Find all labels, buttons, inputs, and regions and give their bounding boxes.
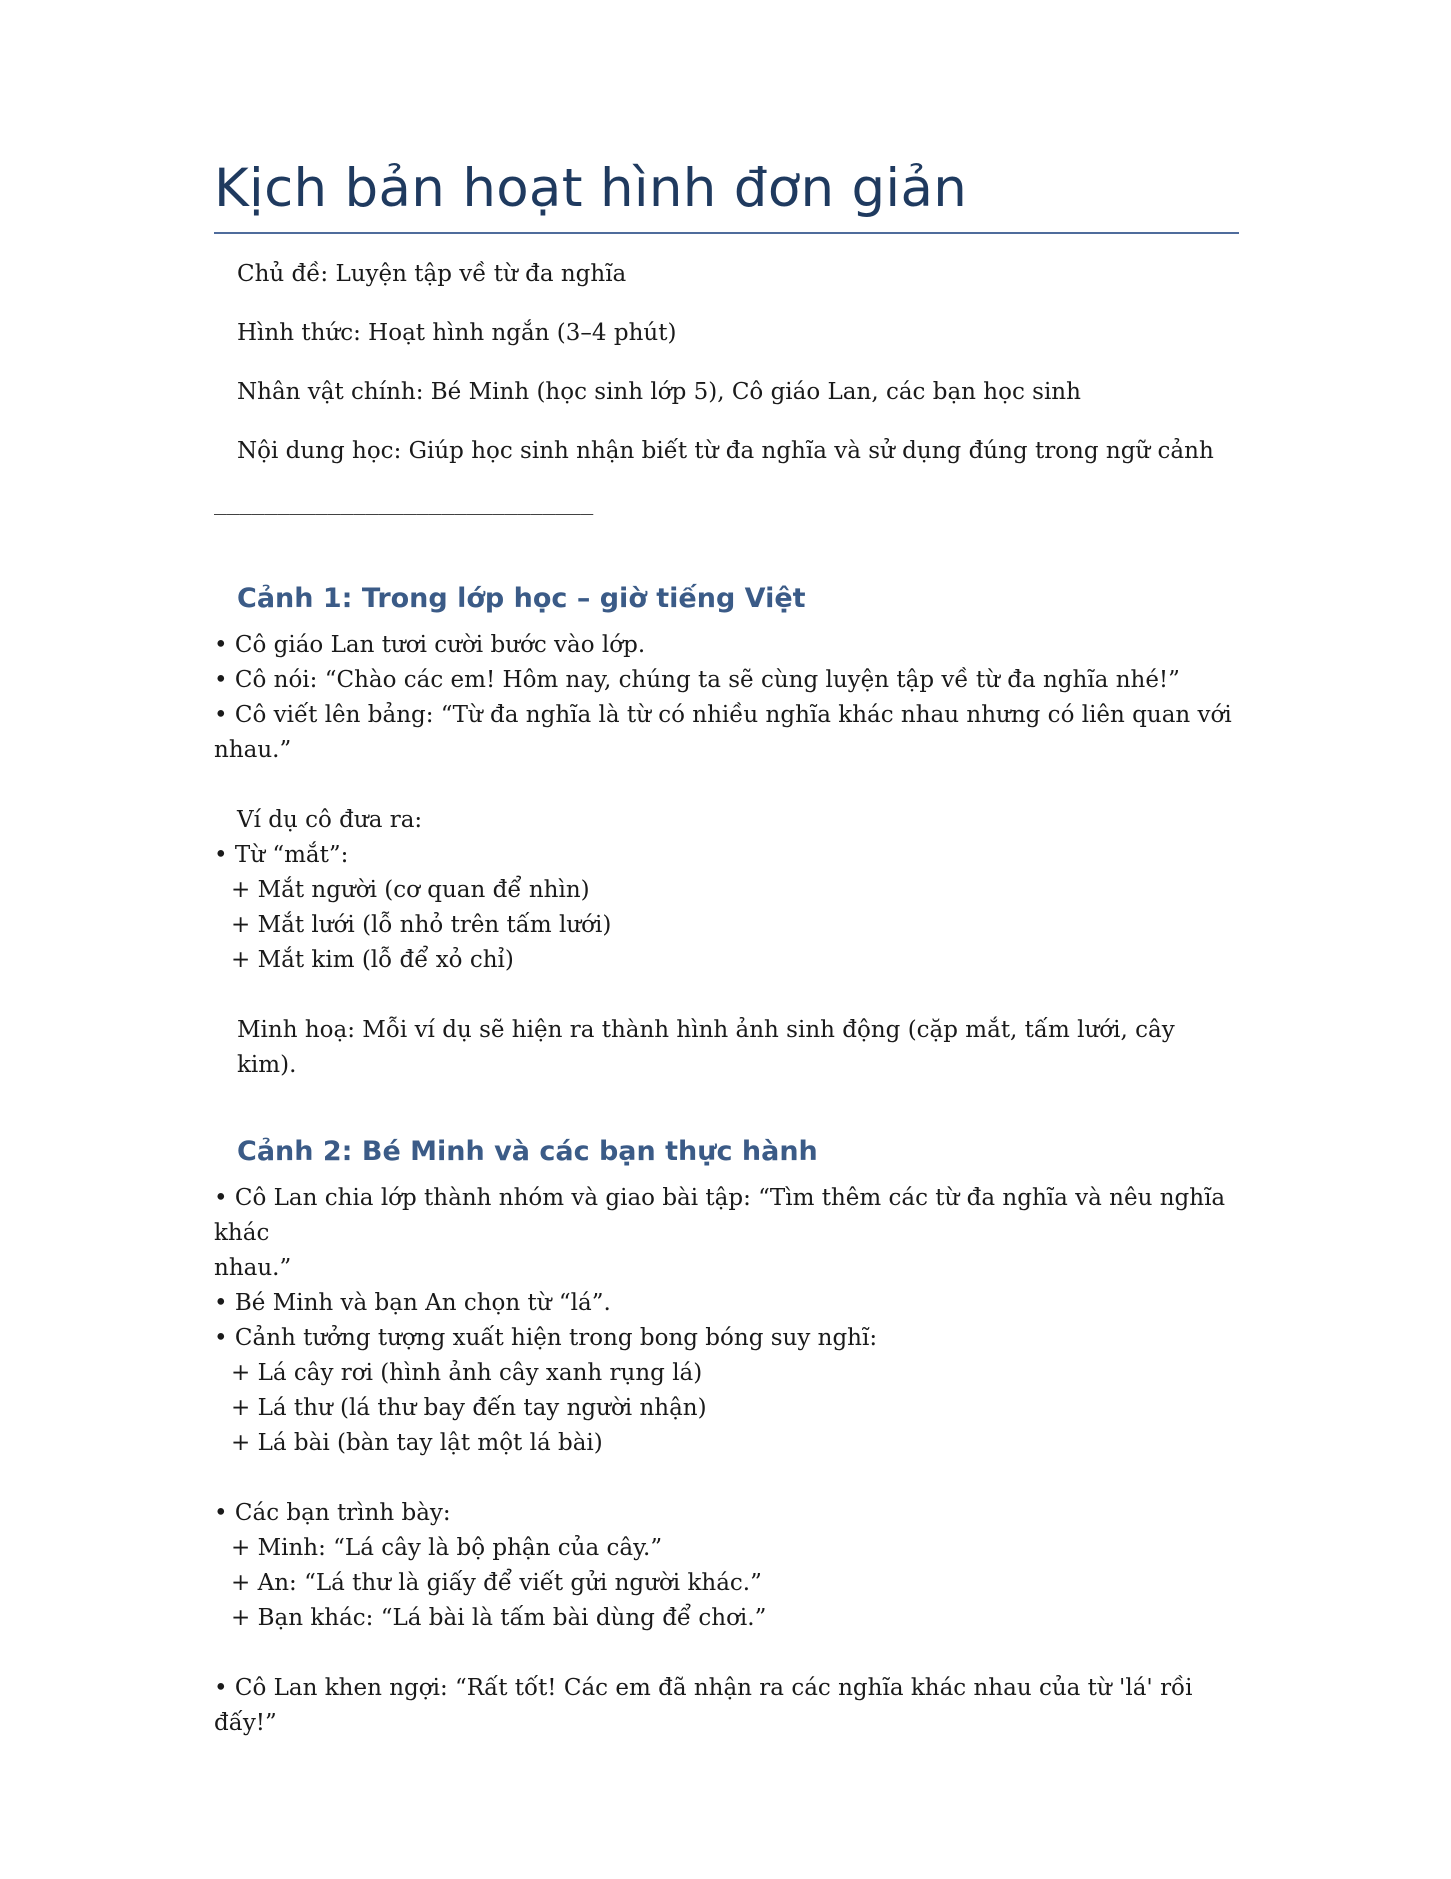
topic-line: Chủ đề: Luyện tập về từ đa nghĩa <box>237 261 627 288</box>
list-item: • Cảnh tưởng tượng xuất hiện trong bong bóng suy nghĩ: <box>214 1325 878 1352</box>
sub-list-item: + Lá bài (bàn tay lật một lá bài) <box>231 1430 603 1457</box>
page-title: Kịch bản hoạt hình đơn giản <box>214 158 968 219</box>
sub-list-item: + Mắt người (cơ quan để nhìn) <box>231 877 590 904</box>
characters-line: Nhân vật chính: Bé Minh (học sinh lớp 5), Cô giáo Lan, các bạn học sinh <box>237 379 1081 406</box>
section-divider: ______________________________ <box>214 491 594 516</box>
sub-list-item: + An: “Lá thư là giấy để viết gửi người khác.” <box>231 1570 762 1597</box>
scene-1 <box>214 582 1239 1083</box>
scene-2-heading: Cảnh 2: Bé Minh và các bạn thực hành <box>237 1136 818 1168</box>
scene-1-heading: Cảnh 1: Trong lớp học – giờ tiếng Việt <box>237 583 806 615</box>
list-item: • Cô Lan khen ngợi: “Rất tốt! Các em đã nhận ra các nghĩa khác nhau của từ 'lá' rồi đấy!” <box>214 1675 1193 1737</box>
list-item: • Cô giáo Lan tươi cười bước vào lớp. <box>214 632 646 659</box>
format-line: Hình thức: Hoạt hình ngắn (3–4 phút) <box>237 320 677 347</box>
sub-list-item: + Bạn khác: “Lá bài là tấm bài dùng để chơi.” <box>231 1605 767 1632</box>
list-item: • Cô nói: “Chào các em! Hôm nay, chúng ta sẽ cùng luyện tập về từ đa nghĩa nhé!” <box>214 667 1180 694</box>
list-item: • Các bạn trình bày: <box>214 1500 451 1527</box>
sub-list-item: + Mắt kim (lỗ để xỏ chỉ) <box>231 947 514 974</box>
list-item-continuation: nhau.” <box>214 737 292 764</box>
sub-list-item: + Mắt lưới (lỗ nhỏ trên tấm lưới) <box>231 912 612 939</box>
example-intro: Ví dụ cô đưa ra: <box>237 807 423 834</box>
list-item-continuation: nhau.” <box>214 1255 292 1282</box>
sub-list-item: + Lá thư (lá thư bay đến tay người nhận) <box>231 1395 707 1422</box>
illustration-note: Minh hoạ: Mỗi ví dụ sẽ hiện ra thành hình ảnh sinh động (cặp mắt, tấm lưới, cây kim). <box>237 1017 1175 1079</box>
sub-list-item: + Lá cây rơi (hình ảnh cây xanh rụng lá) <box>231 1360 703 1387</box>
sub-list-item: + Minh: “Lá cây là bộ phận của cây.” <box>231 1535 663 1562</box>
list-item: • Cô viết lên bảng: “Từ đa nghĩa là từ có nhiều nghĩa khác nhau nhưng có liên quan với <box>214 702 1232 729</box>
title-underline <box>214 232 1239 234</box>
list-item: • Bé Minh và bạn An chọn từ “lá”. <box>214 1290 611 1317</box>
list-item: • Cô Lan chia lớp thành nhóm và giao bài tập: “Tìm thêm các từ đa nghĩa và nêu nghĩa khác <box>214 1185 1226 1247</box>
content-line: Nội dung học: Giúp học sinh nhận biết từ đa nghĩa và sử dụng đúng trong ngữ cảnh <box>237 438 1214 465</box>
script-metadata <box>214 260 1239 466</box>
list-item: • Từ “mắt”: <box>214 842 349 869</box>
scene-2 <box>214 1135 1239 1741</box>
document-page <box>214 160 1239 1741</box>
